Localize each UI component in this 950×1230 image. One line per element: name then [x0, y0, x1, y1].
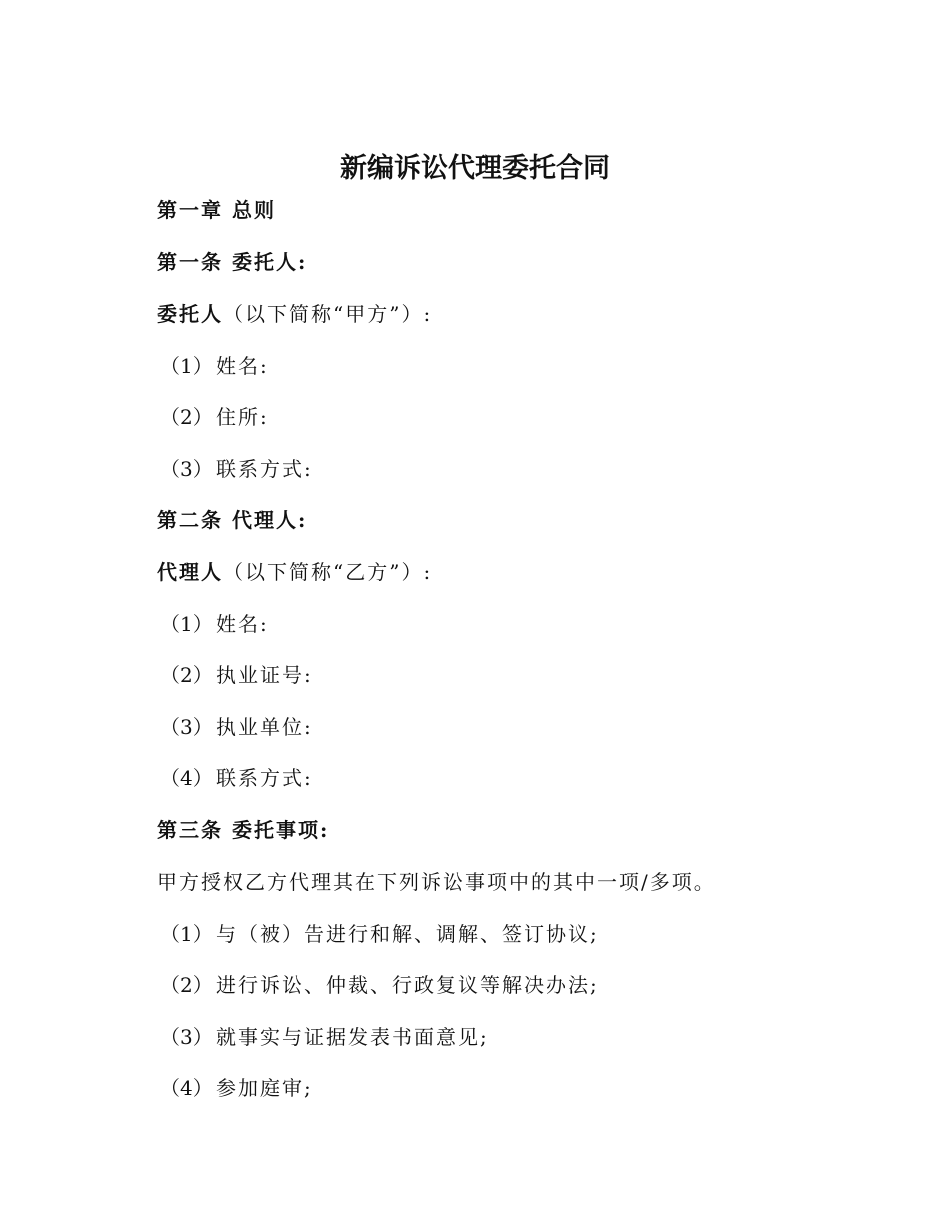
item-number: （3）: [160, 715, 213, 739]
item-text: 姓名:: [216, 354, 269, 378]
article-3-intro: 甲方授权乙方代理其在下列诉讼事项中的其中一项/多项。: [157, 870, 716, 894]
article-1-heading: 第一条 委托人:: [157, 250, 308, 274]
item-number: （4）: [160, 766, 213, 790]
article-1-intro: [157, 300, 432, 328]
chapter-heading: 第一章 总则: [157, 198, 276, 222]
article-1-intro-rest: （以下简称“甲方”）:: [223, 302, 433, 326]
document-title: 新编诉讼代理委托合同: [340, 153, 610, 184]
item-text: 联系方式:: [216, 457, 313, 481]
article-1-item-3: [160, 455, 313, 483]
item-text: 执业单位:: [216, 715, 313, 739]
article-1-item-2: [160, 403, 269, 431]
item-text: 就事实与证据发表书面意见;: [216, 1025, 489, 1049]
article-3-item-3: [160, 1023, 489, 1051]
article-2-item-3: [160, 713, 313, 741]
item-text: 参加庭审;: [216, 1076, 313, 1100]
item-number: （4）: [160, 1076, 213, 1100]
article-1-item-1: [160, 352, 269, 380]
article-1-intro-label: 委托人: [157, 302, 223, 326]
item-number: （2）: [160, 405, 213, 429]
item-text: 住所:: [216, 405, 269, 429]
item-number: （1）: [160, 922, 213, 946]
item-text: 联系方式:: [216, 766, 313, 790]
item-number: （1）: [160, 354, 213, 378]
article-2-intro: [157, 558, 432, 586]
article-2-item-2: [160, 661, 313, 689]
item-text: 姓名:: [216, 612, 269, 636]
article-3-heading: 第三条 委托事项:: [157, 818, 330, 842]
article-2-intro-rest: （以下简称“乙方”）:: [223, 560, 433, 584]
article-3-item-2: [160, 971, 599, 999]
item-number: （2）: [160, 663, 213, 687]
article-3-item-1: [160, 920, 599, 948]
article-2-intro-label: 代理人: [157, 560, 223, 584]
item-number: （1）: [160, 612, 213, 636]
article-2-heading: 第二条 代理人:: [157, 508, 308, 532]
item-number: （3）: [160, 1025, 213, 1049]
item-number: （2）: [160, 973, 213, 997]
item-text: 执业证号:: [216, 663, 313, 687]
article-2-item-1: [160, 610, 269, 638]
item-text: 进行诉讼、仲裁、行政复议等解决办法;: [216, 973, 599, 997]
item-number: （3）: [160, 457, 213, 481]
article-2-item-4: [160, 764, 313, 792]
item-text: 与（被）告进行和解、调解、签订协议;: [216, 922, 599, 946]
article-3-item-4: [160, 1074, 313, 1102]
